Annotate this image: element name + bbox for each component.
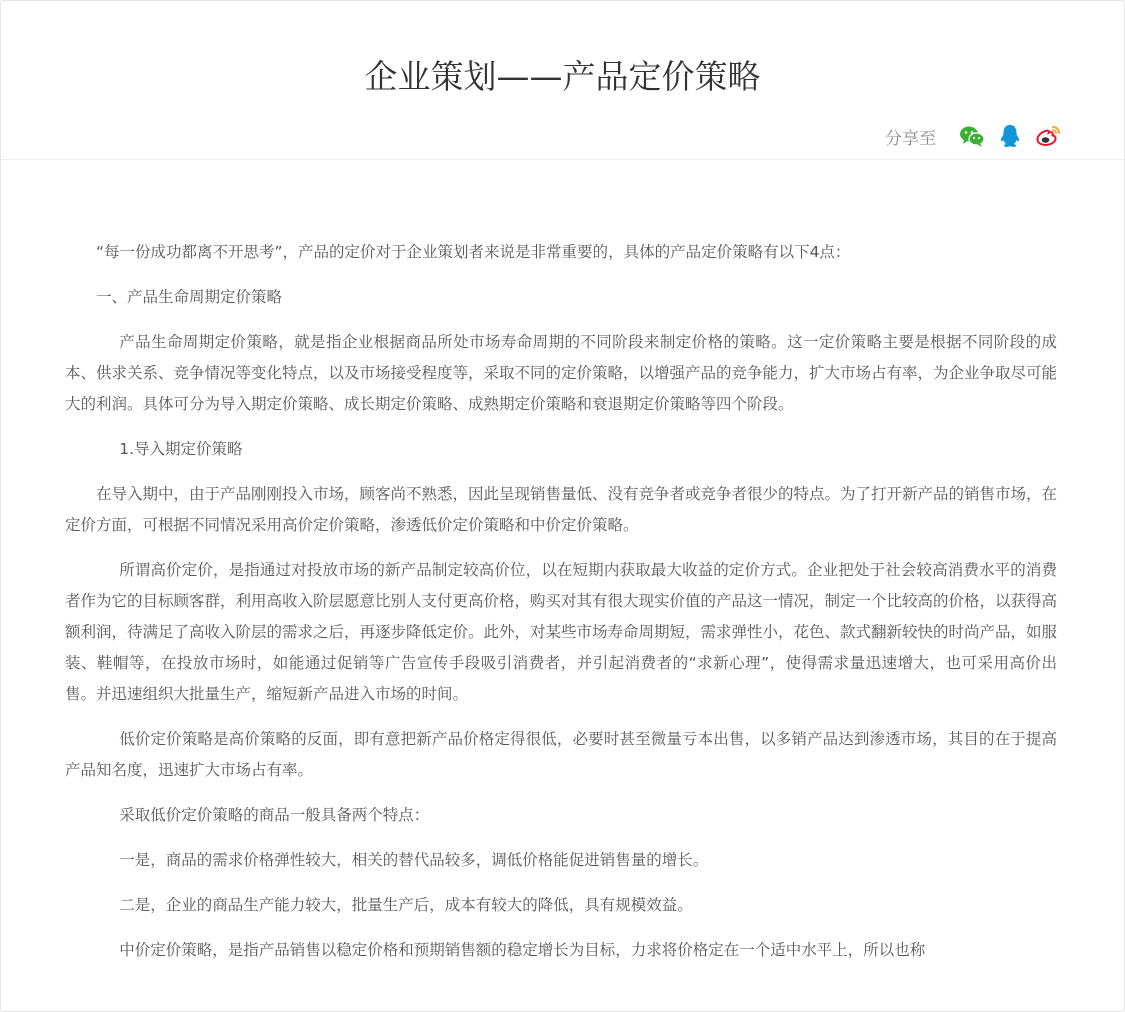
page-title: 企业策划——产品定价策略 — [364, 57, 761, 96]
paragraph: “每一份成功都离不开思考”，产品的定价对于企业策划者来说是非常重要的，具体的产品定价策略有以下4点： — [96, 243, 851, 261]
paragraph: 产品生命周期定价策略，就是指企业根据商品所处市场寿命周期的不同阶段来制定价格的策略。这一定价策略主要是根据不同阶段的成本、供求关系、竞争情况等变化特点，以及市场接受程度等，采取不同的定价策略，以增强产品的竞争能力，扩大市场占有率，为企业争取尽可能大的利润。具体可分为导入期定价策略、成长期定价策略、成熟期定价策略和衰退期定价策略等四个阶段。 — [65, 333, 1058, 413]
qq-icon[interactable] — [996, 122, 1024, 150]
paragraph: 在导入期中，由于产品刚刚投入市场，顾客尚不熟悉，因此呈现销售量低、没有竞争者或竞争者很少的特点。为了打开新产品的销售市场，在定价方面，可根据不同情况采用高价定价策略，渗透低价定价策略和中价定价策略。 — [65, 485, 1058, 534]
share-label: 分享至 — [885, 128, 936, 149]
section-heading: 一、产品生命周期定价策略 — [96, 288, 283, 306]
wechat-icon[interactable] — [958, 122, 986, 150]
subsection-heading: 1.导入期定价策略 — [119, 440, 243, 458]
paragraph: 中价定价策略，是指产品销售以稳定价格和预期销售额的稳定增长为目标，力求将价格定在一个适中水平上，所以也称 — [119, 941, 926, 959]
paragraph: 采取低价定价策略的商品一般具备两个特点： — [119, 806, 430, 824]
paragraph: 低价定价策略是高价策略的反面，即有意把新产品价格定得很低，必要时甚至微量亏本出售，以多销产品达到渗透市场，其目的在于提高产品知名度，迅速扩大市场占有率。 — [65, 730, 1057, 779]
paragraph: 所谓高价定价，是指通过对投放市场的新产品制定较高价位，以在短期内获取最大收益的定价方式。企业把处于社会较高消费水平的消费者作为它的目标顾客群，利用高收入阶层愿意比别人支付更高价格，购买对其有很大现实价值的产品这一情况，制定一个比较高的价格，以获得高额利润，待满足了高收入阶层的需求之后，再逐步降低定价。此外，对某些市场寿命周期短，需求弹性小，花色、款式翻新较快的时尚产品，如服装、鞋帽等，在投放市场时，如能通过促销等广告宣传手段吸引消费者，并引起消费者的“求新心理”，使得需求量迅速增大，也可采用高价出售。并迅速组织大批量生产，缩短新产品进入市场的时间。 — [65, 561, 1058, 703]
weibo-icon[interactable] — [1034, 122, 1062, 150]
share-bar — [885, 121, 1062, 151]
article-body — [65, 237, 1057, 980]
article-header — [1, 1, 1124, 160]
paragraph: 一是，商品的需求价格弹性较大，相关的替代品较多，调低价格能促进销售量的增长。 — [119, 851, 709, 869]
paragraph: 二是，企业的商品生产能力较大，批量生产后，成本有较大的降低，具有规模效益。 — [119, 896, 693, 914]
